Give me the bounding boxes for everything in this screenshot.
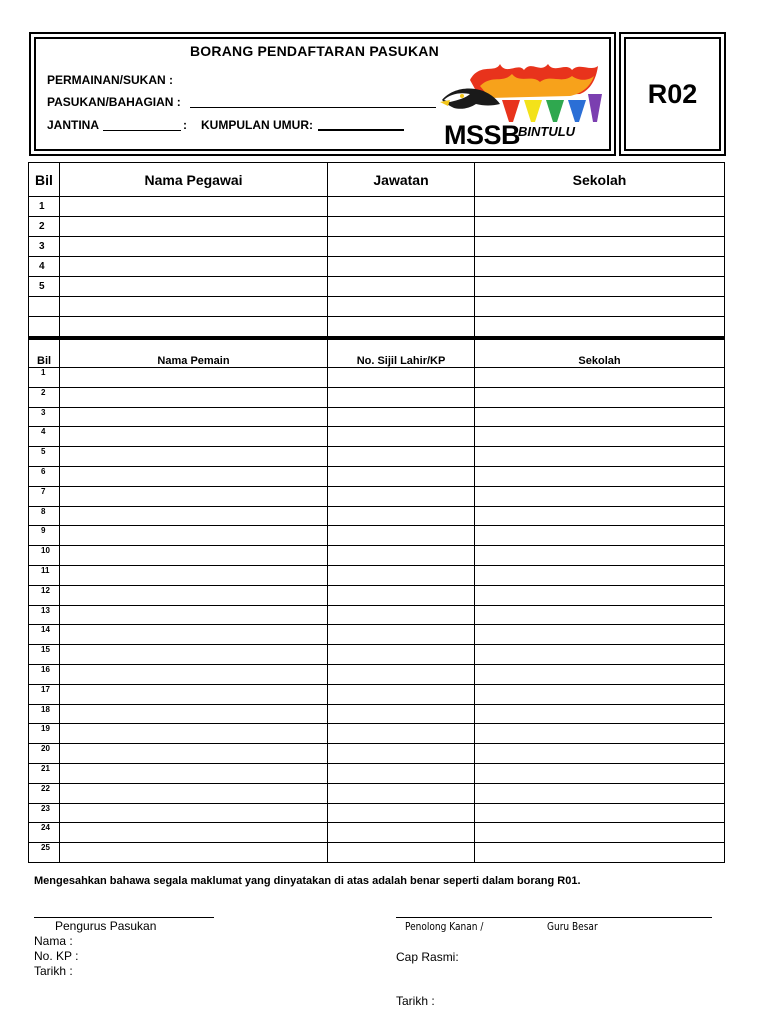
- sekolah-cell[interactable]: [475, 704, 725, 724]
- nama-cell[interactable]: [60, 317, 328, 337]
- table-row: [29, 506, 725, 526]
- sijil-cell[interactable]: [328, 724, 475, 744]
- nama-pemain-cell[interactable]: [60, 466, 328, 486]
- kumpulan-umur-label: KUMPULAN UMUR:: [201, 118, 313, 132]
- sekolah-cell[interactable]: [475, 317, 725, 337]
- row-number: [29, 297, 60, 317]
- nama-pemain-cell[interactable]: [60, 704, 328, 724]
- players-col-sekolah: Sekolah: [475, 339, 725, 368]
- row-number: [29, 317, 60, 337]
- nama-pemain-cell[interactable]: [60, 585, 328, 605]
- row-number: 11: [29, 565, 60, 585]
- table-row: [29, 257, 725, 277]
- sijil-cell[interactable]: [328, 605, 475, 625]
- sijil-cell[interactable]: [328, 823, 475, 843]
- row-number: 9: [29, 526, 60, 546]
- nama-pemain-cell[interactable]: [60, 387, 328, 407]
- sekolah-cell[interactable]: [475, 257, 725, 277]
- sijil-cell[interactable]: [328, 565, 475, 585]
- table-row: [29, 704, 725, 724]
- sekolah-cell[interactable]: [475, 664, 725, 684]
- nama-pemain-cell[interactable]: [60, 605, 328, 625]
- table-row: [29, 585, 725, 605]
- nama-pemain-cell[interactable]: [60, 506, 328, 526]
- sekolah-cell[interactable]: [475, 744, 725, 764]
- table-row: [29, 783, 725, 803]
- sijil-cell[interactable]: [328, 447, 475, 467]
- tarikh-left-label: Tarikh :: [34, 964, 73, 978]
- sekolah-cell[interactable]: [475, 843, 725, 863]
- table-row: [29, 724, 725, 744]
- player-rows: [29, 368, 725, 863]
- nama-cell[interactable]: [60, 197, 328, 217]
- table-row: [29, 237, 725, 257]
- nama-pemain-cell[interactable]: [60, 546, 328, 566]
- table-row: [29, 486, 725, 506]
- sekolah-cell[interactable]: [475, 585, 725, 605]
- sekolah-cell[interactable]: [475, 466, 725, 486]
- jawatan-cell[interactable]: [328, 257, 475, 277]
- no-kp-label: No. KP :: [34, 949, 79, 963]
- table-row: [29, 823, 725, 843]
- table-row: [29, 447, 725, 467]
- officials-table: [28, 162, 725, 337]
- sijil-cell[interactable]: [328, 744, 475, 764]
- table-row: [29, 217, 725, 237]
- confirmation-text: Mengesahkan bahawa segala maklumat yang dinyatakan di atas adalah benar seperti dalam borang R01.: [34, 875, 581, 887]
- nama-pemain-cell[interactable]: [60, 368, 328, 388]
- sekolah-cell[interactable]: [475, 625, 725, 645]
- sijil-cell[interactable]: [328, 368, 475, 388]
- nama-pemain-cell[interactable]: [60, 724, 328, 744]
- row-number: 10: [29, 546, 60, 566]
- table-row: [29, 684, 725, 704]
- jawatan-cell[interactable]: [328, 237, 475, 257]
- sijil-cell[interactable]: [328, 427, 475, 447]
- row-number: 21: [29, 763, 60, 783]
- pengurus-signature-line[interactable]: [34, 917, 214, 918]
- sekolah-cell[interactable]: [475, 407, 725, 427]
- table-row: [29, 197, 725, 217]
- row-number: 1: [29, 368, 60, 388]
- nama-pemain-cell[interactable]: [60, 744, 328, 764]
- sekolah-cell[interactable]: [475, 684, 725, 704]
- table-row: [29, 317, 725, 337]
- sekolah-cell[interactable]: [475, 645, 725, 665]
- sijil-cell[interactable]: [328, 526, 475, 546]
- table-row: [29, 744, 725, 764]
- sekolah-cell[interactable]: [475, 237, 725, 257]
- table-row: [29, 763, 725, 783]
- nama-pemain-cell[interactable]: [60, 684, 328, 704]
- row-number: 22: [29, 783, 60, 803]
- row-number: 4: [29, 427, 60, 447]
- sekolah-cell[interactable]: [475, 387, 725, 407]
- sijil-cell[interactable]: [328, 704, 475, 724]
- nama-pemain-cell[interactable]: [60, 565, 328, 585]
- nama-pemain-cell[interactable]: [60, 664, 328, 684]
- form-code-box: [624, 37, 721, 151]
- row-number: 24: [29, 823, 60, 843]
- sekolah-cell[interactable]: [475, 546, 725, 566]
- sekolah-cell[interactable]: [475, 783, 725, 803]
- nama-label: Nama :: [34, 934, 73, 948]
- jantina-field[interactable]: [103, 130, 181, 131]
- nama-cell[interactable]: [60, 297, 328, 317]
- nama-pemain-cell[interactable]: [60, 427, 328, 447]
- jantina-label: JANTINA: [47, 118, 100, 132]
- nama-cell[interactable]: [60, 277, 328, 297]
- nama-pemain-cell[interactable]: [60, 407, 328, 427]
- row-number: 23: [29, 803, 60, 823]
- sekolah-cell[interactable]: [475, 605, 725, 625]
- logo-subtext: BINTULU: [518, 124, 576, 139]
- nama-pemain-cell[interactable]: [60, 526, 328, 546]
- row-number: 20: [29, 744, 60, 764]
- sekolah-cell[interactable]: [475, 486, 725, 506]
- table-row: [29, 297, 725, 317]
- nama-pemain-cell[interactable]: [60, 783, 328, 803]
- sekolah-cell[interactable]: [475, 368, 725, 388]
- nama-cell[interactable]: [60, 237, 328, 257]
- row-number: 1: [29, 197, 60, 217]
- players-header-row: [29, 339, 725, 368]
- nama-pemain-cell[interactable]: [60, 843, 328, 863]
- row-number: 16: [29, 664, 60, 684]
- form-title: BORANG PENDAFTARAN PASUKAN: [190, 43, 439, 59]
- sekolah-cell[interactable]: [475, 217, 725, 237]
- sijil-cell[interactable]: [328, 585, 475, 605]
- row-number: 15: [29, 645, 60, 665]
- row-number: 8: [29, 506, 60, 526]
- sijil-cell[interactable]: [328, 506, 475, 526]
- sijil-cell[interactable]: [328, 387, 475, 407]
- officials-col-jawatan: Jawatan: [328, 163, 475, 197]
- row-number: 18: [29, 704, 60, 724]
- row-number: 3: [29, 237, 60, 257]
- sijil-cell[interactable]: [328, 645, 475, 665]
- table-row: [29, 645, 725, 665]
- sekolah-cell[interactable]: [475, 277, 725, 297]
- table-row: [29, 546, 725, 566]
- sijil-cell[interactable]: [328, 466, 475, 486]
- players-table: [28, 337, 725, 863]
- row-number: 14: [29, 625, 60, 645]
- jawatan-cell[interactable]: [328, 277, 475, 297]
- sijil-cell[interactable]: [328, 783, 475, 803]
- guru-besar-title: Guru Besar: [547, 920, 598, 933]
- nama-pemain-cell[interactable]: [60, 763, 328, 783]
- sijil-cell[interactable]: [328, 803, 475, 823]
- sekolah-cell[interactable]: [475, 297, 725, 317]
- kumpulan-umur-field[interactable]: [318, 129, 404, 131]
- officials-col-sekolah: Sekolah: [475, 163, 725, 197]
- table-row: [29, 625, 725, 645]
- players-col-bil: Bil: [29, 339, 60, 368]
- penolong-signature-line[interactable]: [396, 917, 712, 918]
- nama-pemain-cell[interactable]: [60, 823, 328, 843]
- row-number: 7: [29, 486, 60, 506]
- table-row: [29, 387, 725, 407]
- row-number: 6: [29, 466, 60, 486]
- table-row: [29, 803, 725, 823]
- row-number: 13: [29, 605, 60, 625]
- row-number: 17: [29, 684, 60, 704]
- permainan-label: PERMAINAN/SUKAN :: [47, 73, 173, 87]
- sijil-cell[interactable]: [328, 763, 475, 783]
- nama-pemain-cell[interactable]: [60, 645, 328, 665]
- table-row: [29, 565, 725, 585]
- pengurus-title: Pengurus Pasukan: [55, 919, 157, 933]
- row-number: 12: [29, 585, 60, 605]
- sijil-cell[interactable]: [328, 546, 475, 566]
- sijil-cell[interactable]: [328, 486, 475, 506]
- nama-pemain-cell[interactable]: [60, 625, 328, 645]
- table-row: [29, 466, 725, 486]
- table-row: [29, 407, 725, 427]
- sekolah-cell[interactable]: [475, 565, 725, 585]
- header-bottom-rule: [36, 149, 440, 150]
- jawatan-cell[interactable]: [328, 217, 475, 237]
- officials-col-nama: Nama Pegawai: [60, 163, 328, 197]
- sekolah-cell[interactable]: [475, 803, 725, 823]
- row-number: 25: [29, 843, 60, 863]
- row-number: 19: [29, 724, 60, 744]
- sekolah-cell[interactable]: [475, 823, 725, 843]
- sekolah-cell[interactable]: [475, 427, 725, 447]
- row-number: 5: [29, 447, 60, 467]
- row-number: 2: [29, 217, 60, 237]
- row-number: 2: [29, 387, 60, 407]
- nama-cell[interactable]: [60, 217, 328, 237]
- sekolah-cell[interactable]: [475, 724, 725, 744]
- table-row: [29, 427, 725, 447]
- table-row: [29, 526, 725, 546]
- tarikh-right-label: Tarikh :: [396, 994, 435, 1008]
- sekolah-cell[interactable]: [475, 763, 725, 783]
- sijil-cell[interactable]: [328, 407, 475, 427]
- pasukan-field[interactable]: [190, 107, 436, 108]
- sekolah-cell[interactable]: [475, 506, 725, 526]
- logo-text: MSSB: [444, 120, 521, 150]
- jawatan-cell[interactable]: [328, 197, 475, 217]
- cap-rasmi-label: Cap Rasmi:: [396, 950, 459, 964]
- sekolah-cell[interactable]: [475, 197, 725, 217]
- jawatan-cell[interactable]: [328, 317, 475, 337]
- table-row: [29, 664, 725, 684]
- nama-pemain-cell[interactable]: [60, 803, 328, 823]
- row-number: 4: [29, 257, 60, 277]
- sekolah-cell[interactable]: [475, 526, 725, 546]
- officials-col-bil: Bil: [29, 163, 60, 197]
- players-col-sijil: No. Sijil Lahir/KP: [328, 339, 475, 368]
- sijil-cell[interactable]: [328, 843, 475, 863]
- nama-pemain-cell[interactable]: [60, 486, 328, 506]
- sekolah-cell[interactable]: [475, 447, 725, 467]
- table-row: [29, 368, 725, 388]
- sijil-cell[interactable]: [328, 664, 475, 684]
- table-row: [29, 605, 725, 625]
- players-col-nama: Nama Pemain: [60, 339, 328, 368]
- jantina-colon: :: [183, 118, 187, 132]
- nama-pemain-cell[interactable]: [60, 447, 328, 467]
- table-row: [29, 843, 725, 863]
- sijil-cell[interactable]: [328, 684, 475, 704]
- row-number: 3: [29, 407, 60, 427]
- sijil-cell[interactable]: [328, 625, 475, 645]
- nama-cell[interactable]: [60, 257, 328, 277]
- penolong-kanan-title: Penolong Kanan /: [405, 920, 484, 933]
- row-number: 5: [29, 277, 60, 297]
- jawatan-cell[interactable]: [328, 297, 475, 317]
- form-code: R02: [647, 78, 698, 109]
- officials-header-row: [29, 163, 725, 197]
- pasukan-label: PASUKAN/BAHAGIAN :: [47, 95, 181, 109]
- table-row: [29, 277, 725, 297]
